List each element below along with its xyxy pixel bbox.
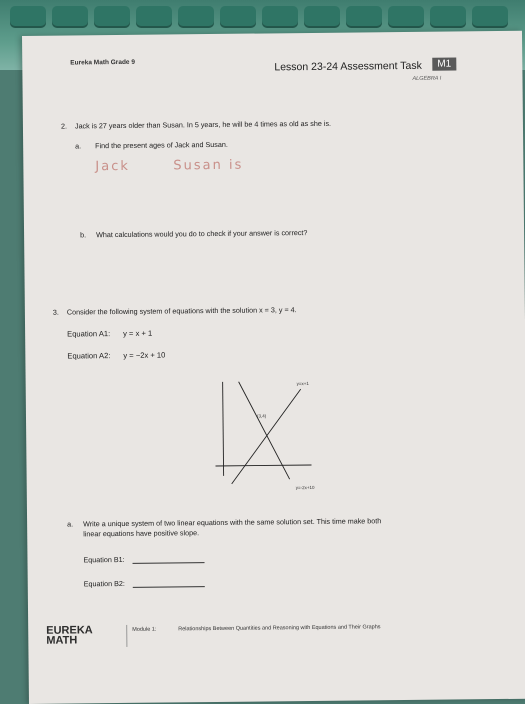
- y-axis: [223, 382, 224, 476]
- keyboard-key: [430, 6, 466, 28]
- keyboard-key: [94, 6, 130, 28]
- q2a-text: Find the present ages of Jack and Susan.: [95, 139, 228, 151]
- q2-prompt: Jack is 27 years older than Susan. In 5 years, he will be 4 times as old as she is.: [74, 118, 332, 131]
- keyboard-key: [388, 6, 424, 28]
- keyboard-key: [346, 6, 382, 28]
- eq-a1: y = x + 1: [123, 328, 153, 338]
- q3a-text-line1: Write a unique system of two linear equations with the same solution set. This time make both: [83, 516, 382, 529]
- keyboard-key: [136, 6, 172, 28]
- logo-line1: EUREKA: [46, 624, 93, 637]
- keyboard-key: [304, 6, 340, 28]
- keyboard-key: [52, 6, 88, 28]
- q2-number: 2.: [60, 121, 67, 131]
- q2b-label: b.: [80, 230, 87, 240]
- footer-module: Module 1:: [132, 626, 157, 633]
- keyboard-key: [472, 6, 508, 28]
- keyboard-key: [178, 6, 214, 28]
- footer-description: Relationships Between Quantities and Reasoning with Equations and Their Graphs: [178, 624, 381, 633]
- graph-label-line2: y=-2x+10: [295, 484, 315, 491]
- footer-divider: [126, 625, 127, 647]
- logo-line2: MATH: [46, 634, 78, 647]
- q3-number: 3.: [52, 307, 59, 317]
- equation-b2-label: Equation B2:: [83, 578, 125, 589]
- system-graph: [211, 375, 322, 496]
- graph-label-line1: y=x+1: [296, 381, 309, 387]
- line-y-minus-2x-plus-10: [239, 381, 290, 480]
- keyboard-key: [10, 6, 46, 28]
- q2b-text: What calculations would you do to check if your answer is correct?: [96, 228, 308, 240]
- q3a-label: a.: [67, 519, 74, 529]
- q3a-text-line2: linear equations have positive slope.: [83, 528, 200, 539]
- equation-b1-blank: [133, 562, 205, 564]
- keyboard-key: [220, 6, 256, 28]
- x-axis: [216, 465, 312, 466]
- eq-a1-label: Equation A1:: [67, 329, 111, 339]
- eureka-math-logo: [46, 625, 93, 645]
- eq-a2: y = −2x + 10: [123, 350, 166, 360]
- eq-a2-label: Equation A2:: [67, 351, 111, 361]
- graph-label-point: (3,4): [256, 413, 267, 419]
- q2a-label: a.: [75, 141, 82, 151]
- module-badge: M1: [432, 57, 456, 70]
- equation-b2-row: [84, 578, 205, 588]
- line-y-x-plus-1: [231, 389, 302, 484]
- q3-prompt: Consider the following system of equations with the solution x = 3, y = 4.: [66, 305, 297, 317]
- lesson-title: Lesson 23-24 Assessment Task: [274, 59, 422, 74]
- equation-b1-row: [83, 554, 204, 564]
- equation-b1-label: Equation B1:: [83, 554, 125, 565]
- keyboard-key: [262, 6, 298, 28]
- handwritten-susan: Susan is: [173, 157, 244, 174]
- subject-label: ALGEBRA I: [412, 75, 442, 82]
- handwritten-jack: Jack: [95, 158, 130, 175]
- equation-b2-blank: [133, 586, 205, 588]
- worksheet-page: [22, 31, 525, 704]
- curriculum-label: Eureka Math Grade 9: [70, 58, 135, 67]
